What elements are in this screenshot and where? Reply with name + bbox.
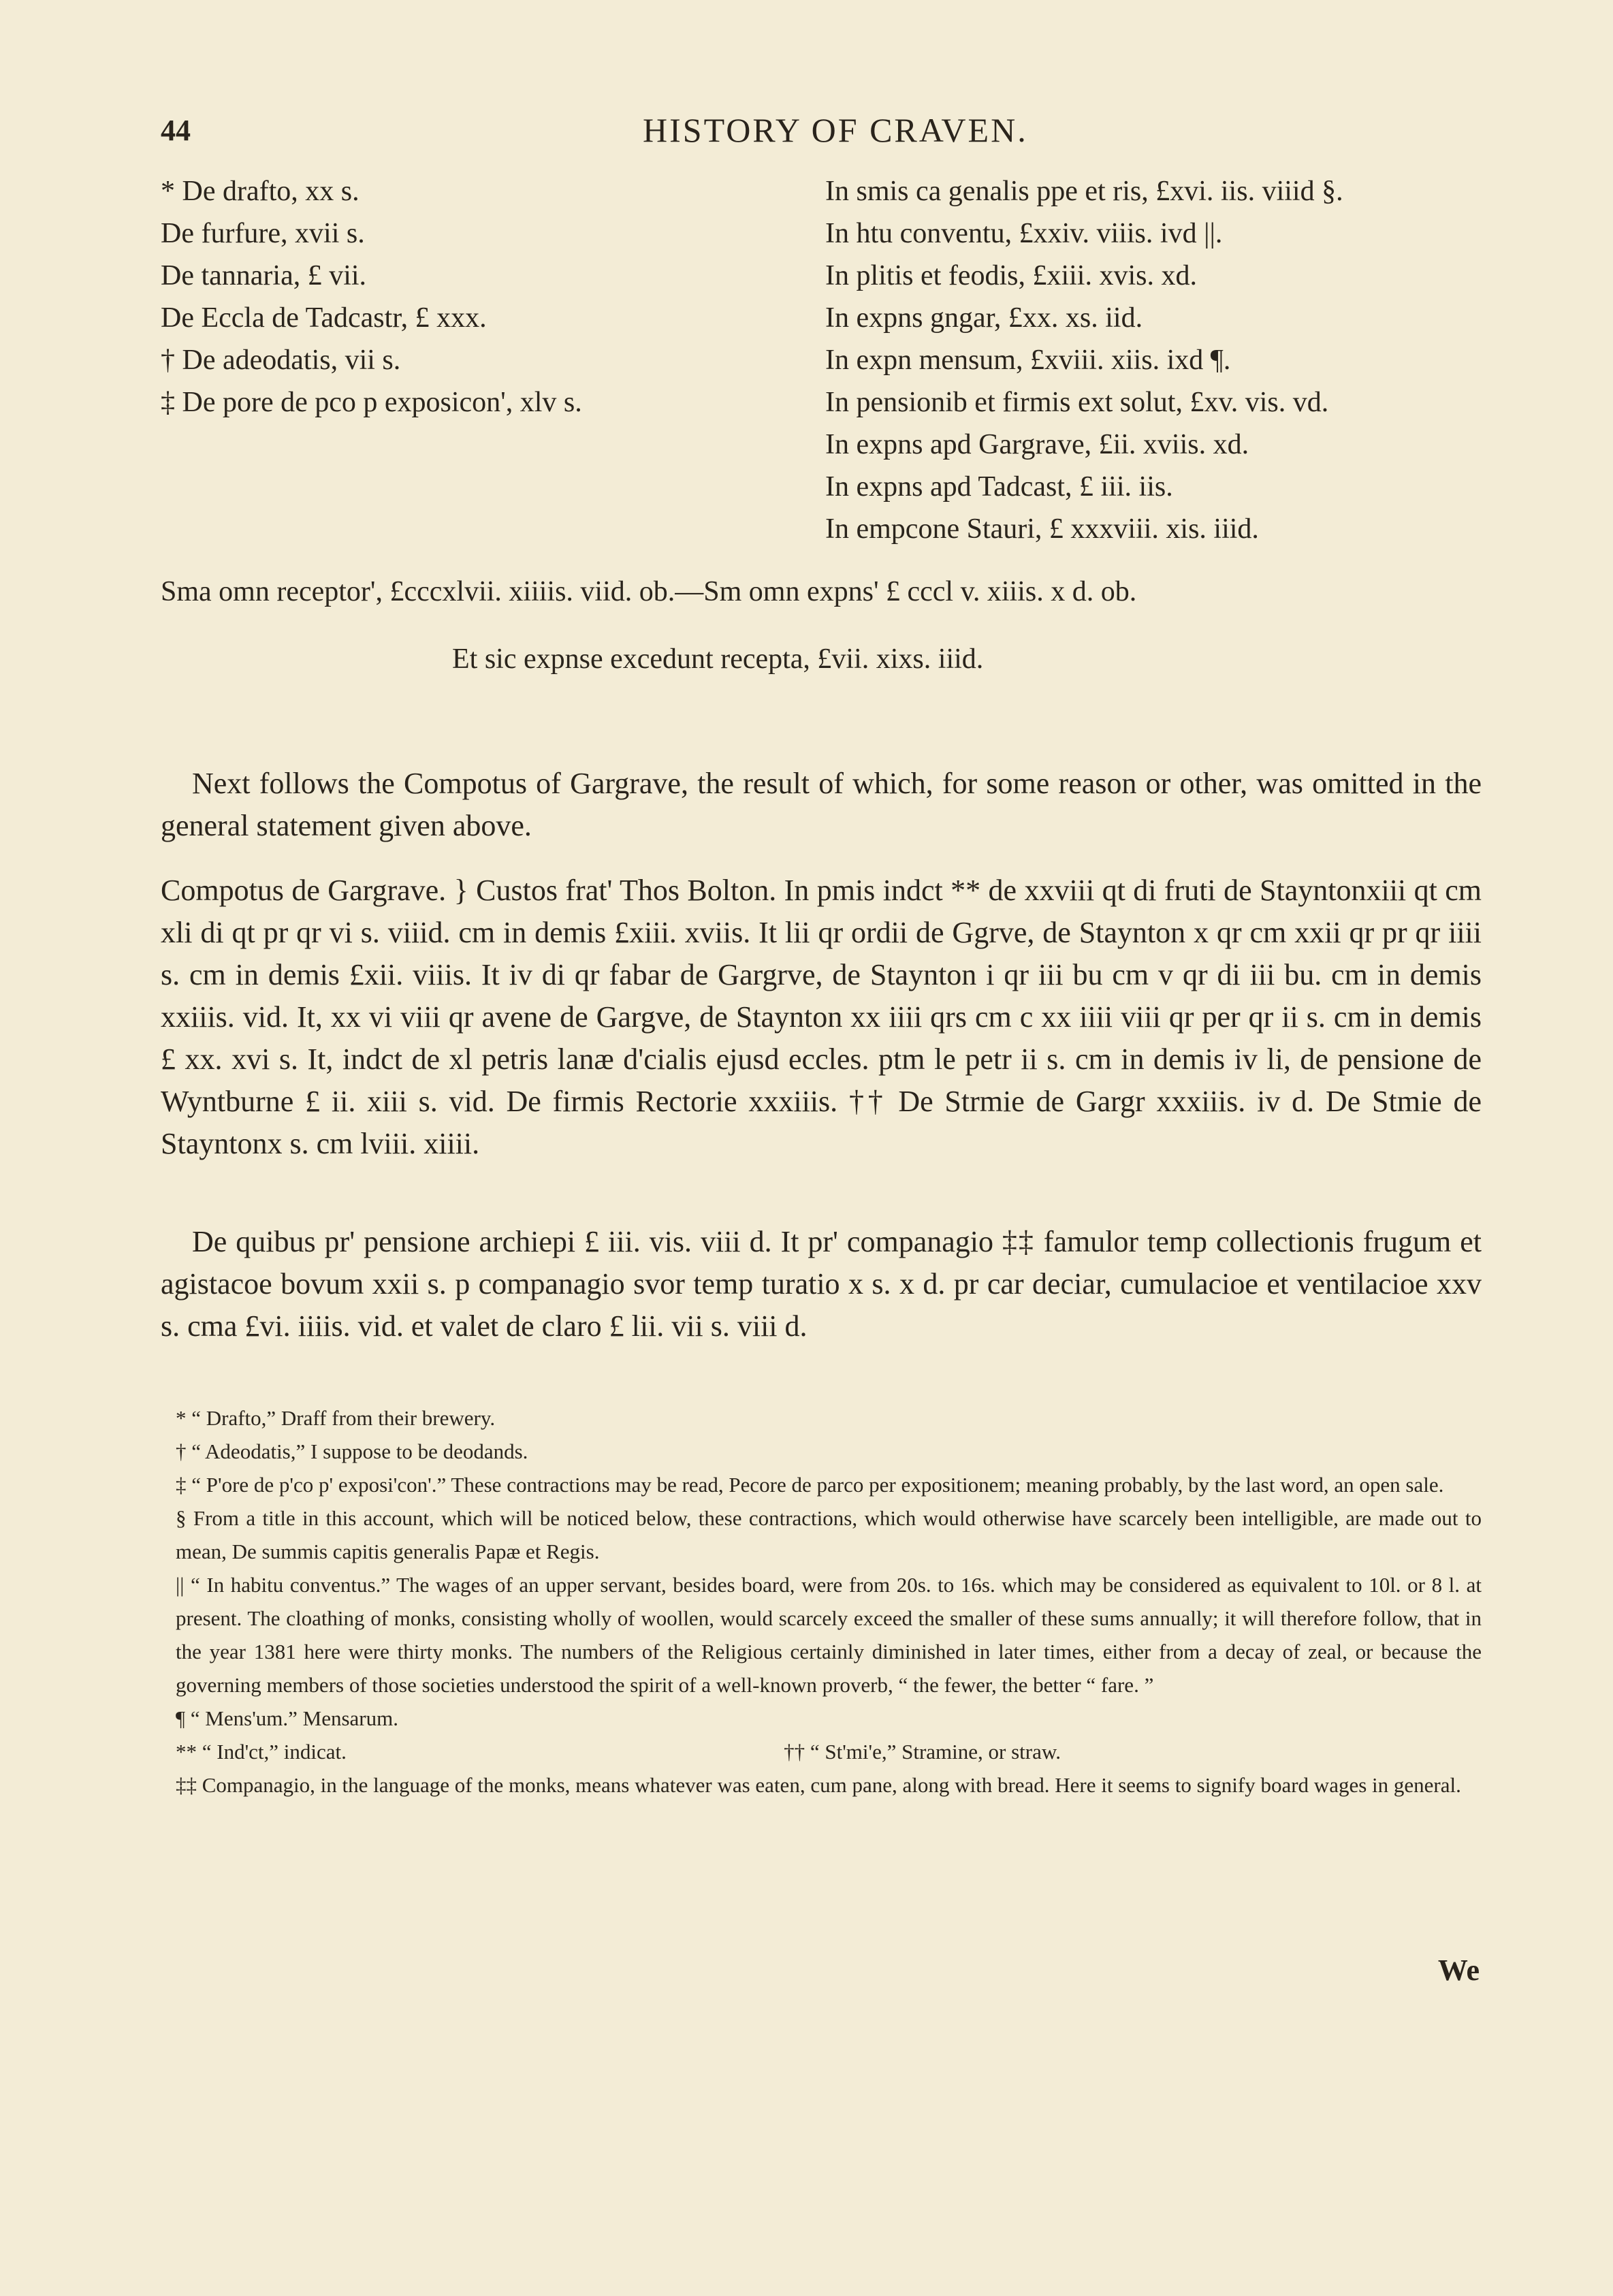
receipt-line: De tannaria, £ vii. xyxy=(161,260,367,291)
expenses-column xyxy=(825,170,1492,550)
paragraph-intro: Next follows the Compotus of Gargrave, the result of which, for some reason or other, was omitted in the general statement given above. xyxy=(161,767,1482,842)
receipt-line: De furfure, xvii s. xyxy=(161,218,365,249)
expense-line: In expn mensum, £xviii. xiis. ixd ¶. xyxy=(825,345,1231,376)
running-head: HISTORY OF CRAVEN. xyxy=(643,111,1028,149)
receipt-line: † De adeodatis, vii s. xyxy=(161,345,401,376)
footnote: †† “ St'mi'e,” Stramine, or straw. xyxy=(784,1740,1061,1764)
footnote: || “ In habitu conventus.” The wages of an upper servant, besides board, were from 20s. to 16s. which may be considered as equivalent to 10l. or 8 l. at present. The cloathing of monks, consisting wholly of woollen, would scarcely exceed the smaller of these sums annually; it will therefore follow, that in the year 1381 here were thirty monks. The numbers of the Religious certainly diminished in later times, either from a decay of zeal, or because the governing members of those societies understood the spirit of a well-known proverb, “ the fewer, the better “ fare. ” xyxy=(176,1573,1482,1697)
footnote-row xyxy=(161,1735,1061,1768)
summary-line: Sma omn receptor', £cccxlvii. xiiiis. viid. ob.—Sm omn expns' £ cccl v. xiiis. x d. ob. xyxy=(161,576,1137,607)
expense-line: In expns apd Tadcast, £ iii. iis. xyxy=(825,471,1173,503)
footnote: ‡ “ P'ore de p'co p' exposi'con'.” These contractions may be read, Pecore de parco per expositionem; meaning probably, by the last word, an open sale. xyxy=(176,1473,1444,1497)
expense-line: In empcone Stauri, £ xxxviii. xis. iiid. xyxy=(825,513,1259,545)
paragraph-deductions: De quibus pr' pensione archiepi £ iii. vis. viii d. It pr' companagio ‡‡ famulor temp collectionis frugum et agistacoe bovum xxii s. p companagio svor temp turatio x s. x d. pr car deciar, cumulacioe et ventilacioe xxv s. cma £vi. iiiis. vid. et valet de claro £ lii. vii s. viii d. xyxy=(161,1225,1482,1343)
receipt-line: * De drafto, xx s. xyxy=(161,176,360,207)
footnote: ‡‡ Companagio, in the language of the monks, means whatever was eaten, cum pane, along with bread. Here it seems to signify board wages in general. xyxy=(176,1773,1461,1797)
footnote: ¶ “ Mens'um.” Mensarum. xyxy=(176,1706,398,1730)
receipt-line: De Eccla de Tadcastr, £ xxx. xyxy=(161,302,487,334)
footnote: ** “ Ind'ct,” indicat. xyxy=(176,1740,347,1764)
expense-line: In smis ca genalis ppe et ris, £xvi. iis. viiid §. xyxy=(825,176,1343,207)
expense-line: In plitis et feodis, £xiii. xvis. xd. xyxy=(825,260,1197,291)
expense-line: In pensionib et firmis ext solut, £xv. vis. vd. xyxy=(825,387,1329,418)
receipt-line: ‡ De pore de pco p exposicon', xlv s. xyxy=(161,387,582,418)
expense-line: In expns gngar, £xx. xs. iid. xyxy=(825,302,1143,334)
paragraph-compotus: Compotus de Gargrave. } Custos frat' Thos Bolton. In pmis indct ** de xxviii qt di fruti de Stayntonxiii qt cm xli di qt pr qr vi s. viiid. cm in demis £xiii. xviis. It lii qr ordii de Ggrve, de Staynton x qr cm xxii qr pr qr iiii s. cm in demis £xii. viiis. It iv di qr fabar de Gargrve, de Staynton i qr iii bu cm v qr di iii bu. cm in demis xxiiis. vid. It, xx vi viii qr avene de Gargve, de Staynton xx iiii qrs cm c xx iiii viii qr per qr ii s. cm in demis £ xx. xvi s. It, indct de xl petris lanæ d'cialis ejusd eccles. ptm le petr ii s. cm in demis iv li, de pensione de Wyntburne £ ii. xiii s. vid. De firmis Rectorie xxxiiis. †† De Strmie de Gargr xxxiiis. iv d. De Stmie de Stayntonx s. cm lviii. xiiii. xyxy=(161,874,1482,1160)
expense-line: In htu conventu, £xxiv. viiis. ivd ||. xyxy=(825,218,1223,249)
expense-line: In expns apd Gargrave, £ii. xviis. xd. xyxy=(825,429,1249,460)
footnotes xyxy=(161,1401,1482,1802)
footnote: § From a title in this account, which will be noticed below, these contractions, which would otherwise have scarcely been intelligible, are made out to mean, De summis capitis generalis Papæ et Regis. xyxy=(176,1506,1482,1563)
footnote: † “ Adeodatis,” I suppose to be deodands. xyxy=(176,1439,528,1463)
receipts-column xyxy=(161,170,773,424)
excess-line: Et sic expnse excedunt recepta, £vii. xixs. iiid. xyxy=(452,643,984,675)
page-number: 44 xyxy=(161,114,191,147)
catchword: We xyxy=(1437,1954,1480,1987)
footnote: * “ Drafto,” Draff from their brewery. xyxy=(176,1406,496,1430)
